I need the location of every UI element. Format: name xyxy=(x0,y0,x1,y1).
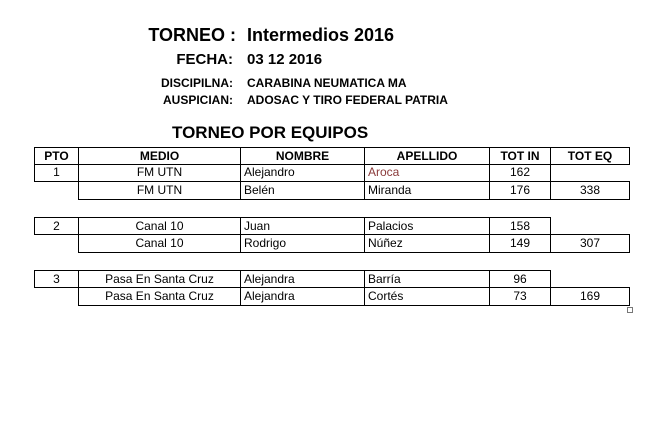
member-apellido: Aroca xyxy=(364,164,489,182)
auspician-label: AUSPICIAN: xyxy=(162,93,233,107)
member-tot-in: 149 xyxy=(489,234,550,253)
column-header-pto: PTO xyxy=(34,147,78,165)
member-tot-in: 176 xyxy=(489,181,550,200)
member-nombre: Belén xyxy=(240,181,364,200)
fecha-label: FECHA: xyxy=(176,51,233,68)
column-header-apellido: APELLIDO xyxy=(364,147,489,165)
member-medio: FM UTN xyxy=(78,164,240,182)
column-header-nombre: NOMBRE xyxy=(240,147,364,165)
member-apellido: Cortés xyxy=(364,287,489,306)
member-nombre: Rodrigo xyxy=(240,234,364,253)
column-header-medio: MEDIO xyxy=(78,147,240,165)
disciplina-label: DISCIPILNA: xyxy=(161,76,233,90)
team-tot-eq: 338 xyxy=(550,181,630,200)
column-header-tot-eq: TOT EQ xyxy=(550,147,630,165)
member-tot-in: 73 xyxy=(489,287,550,306)
member-apellido: Miranda xyxy=(364,181,489,200)
member-tot-in: 162 xyxy=(489,164,551,182)
member-apellido: Núñez xyxy=(364,234,489,253)
member-nombre: Alejandra xyxy=(240,270,364,288)
team-pto: 3 xyxy=(34,270,78,288)
member-nombre: Alejandra xyxy=(240,287,364,306)
torneo-value: Intermedios 2016 xyxy=(247,25,395,45)
team-pto: 1 xyxy=(34,164,78,182)
member-apellido: Palacios xyxy=(364,217,489,235)
selection-resize-handle[interactable] xyxy=(627,307,633,313)
member-nombre: Alejandro xyxy=(240,164,364,182)
torneo-label: TORNEO : xyxy=(148,25,236,45)
auspician-value: ADOSAC Y TIRO FEDERAL PATRIA xyxy=(247,93,448,107)
member-apellido: Barría xyxy=(364,270,489,288)
team-tot-eq: 307 xyxy=(550,234,630,253)
member-medio: FM UTN xyxy=(78,181,240,200)
column-header-tot-in: TOT IN xyxy=(489,147,550,165)
team-pto: 2 xyxy=(34,217,78,235)
disciplina-value: CARABINA NEUMATICA MA xyxy=(247,76,407,90)
member-medio: Pasa En Santa Cruz xyxy=(78,287,240,306)
member-medio: Pasa En Santa Cruz xyxy=(78,270,240,288)
team-tot-eq: 169 xyxy=(550,287,630,306)
sheet-title: TORNEO POR EQUIPOS xyxy=(172,123,369,142)
member-medio: Canal 10 xyxy=(78,234,240,253)
member-tot-in: 158 xyxy=(489,217,551,235)
fecha-value: 03 12 2016 xyxy=(247,51,323,68)
member-medio: Canal 10 xyxy=(78,217,240,235)
member-nombre: Juan xyxy=(240,217,364,235)
member-tot-in: 96 xyxy=(489,270,551,288)
